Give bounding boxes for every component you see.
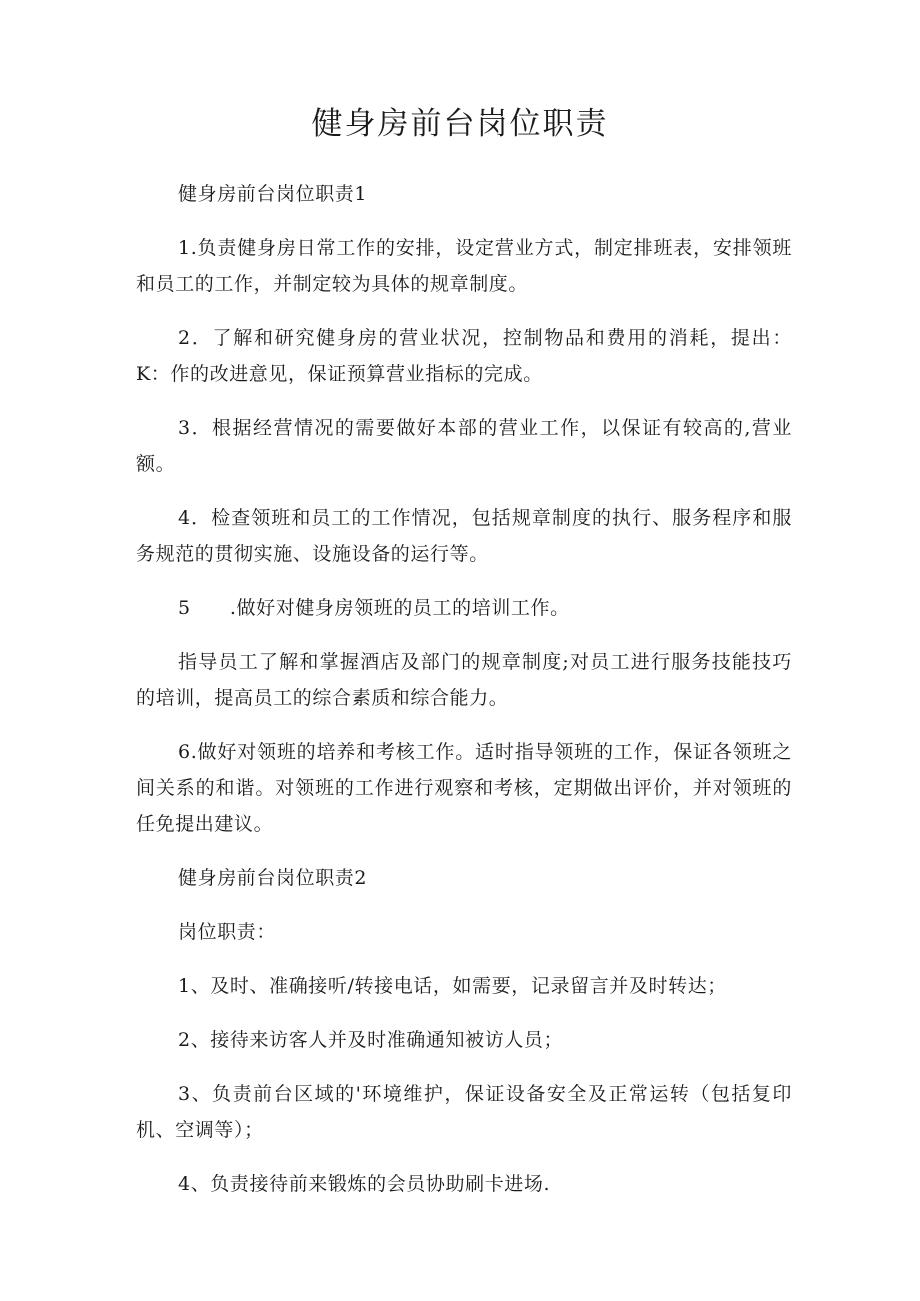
- document-body: [136, 176, 792, 1220]
- paragraph: 1、及时、准确接听/转接电话，如需要，记录留言并及时转达；: [178, 975, 727, 997]
- paragraph: 1.负责健身房日常工作的安排，设定营业方式，制定排班表，安排领班和员工的工作，并制定较为具体的规章制度。: [136, 237, 792, 295]
- paragraph: 2、接待来访客人并及时准确通知被访人员；: [178, 1029, 564, 1051]
- paragraph: 3、负责前台区域的'环境维护，保证设备安全及正常运转（包括复印机、空调等）；: [136, 1083, 792, 1141]
- paragraph: 指导员工了解和掌握酒店及部门的规章制度;对员工进行服务技能技巧的培训，提高员工的综合素质和综合能力。: [136, 651, 792, 709]
- paragraph: 3．根据经营情况的需要做好本部的营业工作，以保证有较高的,营业额。: [136, 417, 792, 475]
- section-heading-2: 健身房前台岗位职责2: [178, 867, 368, 889]
- section-heading-1: 健身房前台岗位职责1: [178, 183, 368, 205]
- paragraph: 2．了解和研究健身房的营业状况，控制物品和费用的消耗，提出：K：作的改进意见，保证预算营业指标的完成。: [136, 327, 792, 385]
- subheading: 岗位职责：: [178, 921, 277, 943]
- paragraph: 4、负责接待前来锻炼的会员协助刷卡进场.: [178, 1173, 551, 1195]
- paragraph: 4．检查领班和员工的工作情况，包括规章制度的执行、服务程序和服务规范的贯彻实施、设施设备的运行等。: [136, 507, 792, 565]
- paragraph: 6.做好对领班的培养和考核工作。适时指导领班的工作，保证各领班之间关系的和谐。对领班的工作进行观察和考核，定期做出评价，并对领班的任免提出建议。: [136, 741, 792, 835]
- paragraph: 5 .做好对健身房领班的员工的培训工作。: [178, 597, 570, 619]
- document-title: 健身房前台岗位职责: [311, 106, 609, 142]
